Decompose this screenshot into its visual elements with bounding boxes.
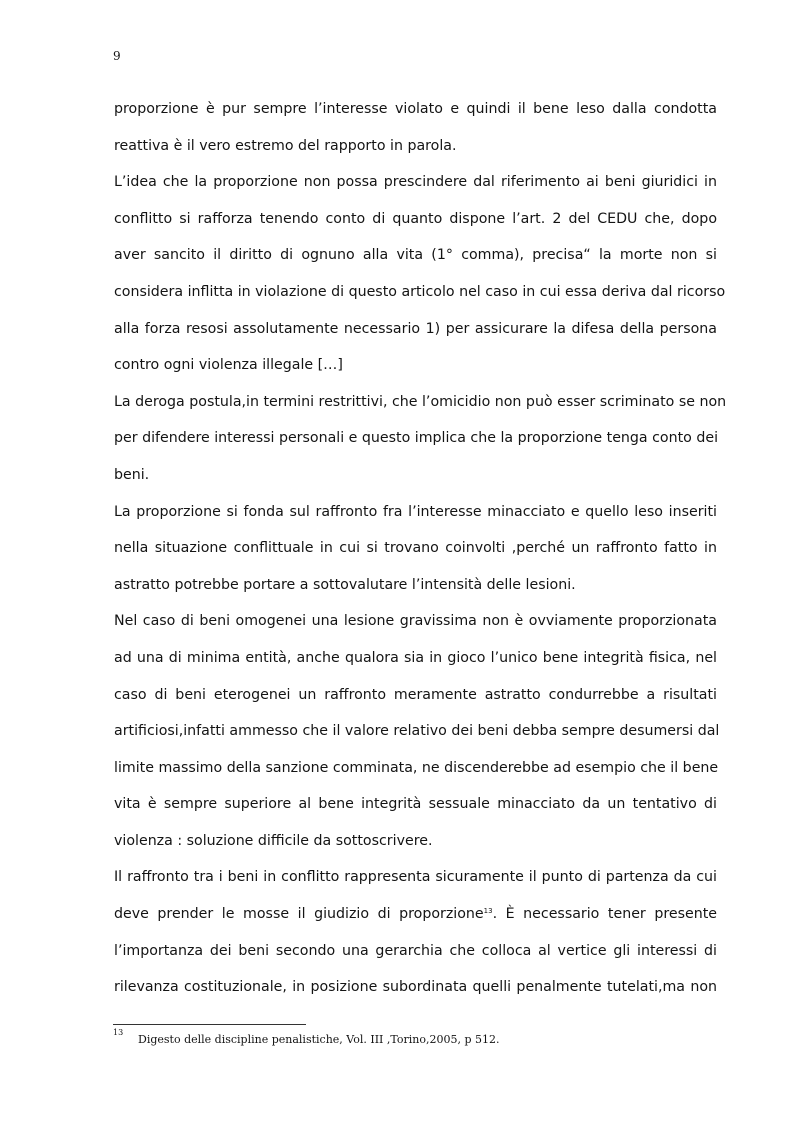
text-line: contro ogni violenza illegale […]: [114, 357, 343, 374]
text-line: Il raffronto tra i beni in conflitto rappresenta sicuramente il punto di partenza da cui: [114, 869, 717, 886]
text-line: aver sancito il diritto di ognuno alla vita (1° comma), precisa“ la morte non si: [114, 247, 717, 264]
text-segment: . È necessario tener presente: [492, 906, 717, 923]
text-line: beni.: [114, 466, 150, 483]
text-line: considera inflitta in violazione di questo articolo nel caso in cui essa deriva dal ricorso: [114, 283, 726, 300]
text-line: conflitto si rafforza tenendo conto di quanto dispone l’art. 2 del CEDU che, dopo: [114, 210, 717, 227]
text-line: La proporzione si fonda sul raffronto fra l’interesse minacciato e quello leso inseriti: [114, 503, 717, 520]
footnote-text: Digesto delle discipline penalistiche, Vol. III ,Torino,2005, p 512.: [138, 1033, 500, 1046]
text-line: reattiva è il vero estremo del rapporto in parola.: [114, 137, 457, 154]
text-line: nella situazione conflittuale in cui si trovano coinvolti ,perché un raffronto fatto in: [114, 540, 717, 557]
text-line: caso di beni eterogenei un raffronto meramente astratto condurrebbe a risultati: [114, 686, 717, 703]
footnote-reference[interactable]: 13: [483, 907, 493, 916]
text-line: vita è sempre superiore al bene integrità sessuale minacciato da un tentativo di: [114, 796, 717, 813]
footnote-separator: [113, 1024, 306, 1025]
text-line: L’idea che la proporzione non possa prescindere dal riferimento ai beni giuridici in: [114, 174, 717, 191]
text-line: artificiosi,infatti ammesso che il valore relativo dei beni debba sempre desumersi dal: [114, 723, 720, 740]
text-line: violenza : soluzione difficile da sottoscrivere.: [114, 832, 433, 849]
footnote-number: 13: [113, 1028, 124, 1037]
text-line: alla forza resosi assolutamente necessario 1) per assicurare la difesa della persona: [114, 320, 717, 337]
text-line: La deroga postula,in termini restrittivi, che l’omicidio non può esser scriminato se non: [114, 393, 727, 410]
text-line: Nel caso di beni omogenei una lesione gravissima non è ovviamente proporzionata: [114, 613, 717, 630]
text-segment: deve prender le mosse il giudizio di proporzione: [114, 906, 484, 923]
text-line: limite massimo della sanzione comminata, ne discenderebbe ad esempio che il bene: [114, 759, 719, 776]
text-line: proporzione è pur sempre l’interesse violato e quindi il bene leso dalla condotta: [114, 101, 717, 117]
text-line: rilevanza costituzionale, in posizione subordinata quelli penalmente tutelati,ma non: [114, 979, 717, 996]
body-text: [114, 91, 727, 1006]
text-line: ad una di minima entità, anche qualora sia in gioco l’unico bene integrità fisica, nel: [114, 649, 717, 666]
text-line: l’importanza dei beni secondo una gerarchia che colloca al vertice gli interessi di: [114, 942, 717, 959]
text-line: astratto potrebbe portare a sottovalutare l’intensità delle lesioni.: [114, 576, 576, 593]
text-line-with-footnote-ref: [114, 896, 717, 933]
page-number: 9: [113, 49, 121, 63]
text-line: per difendere interessi personali e questo implica che la proporzione tenga conto dei: [114, 430, 719, 447]
